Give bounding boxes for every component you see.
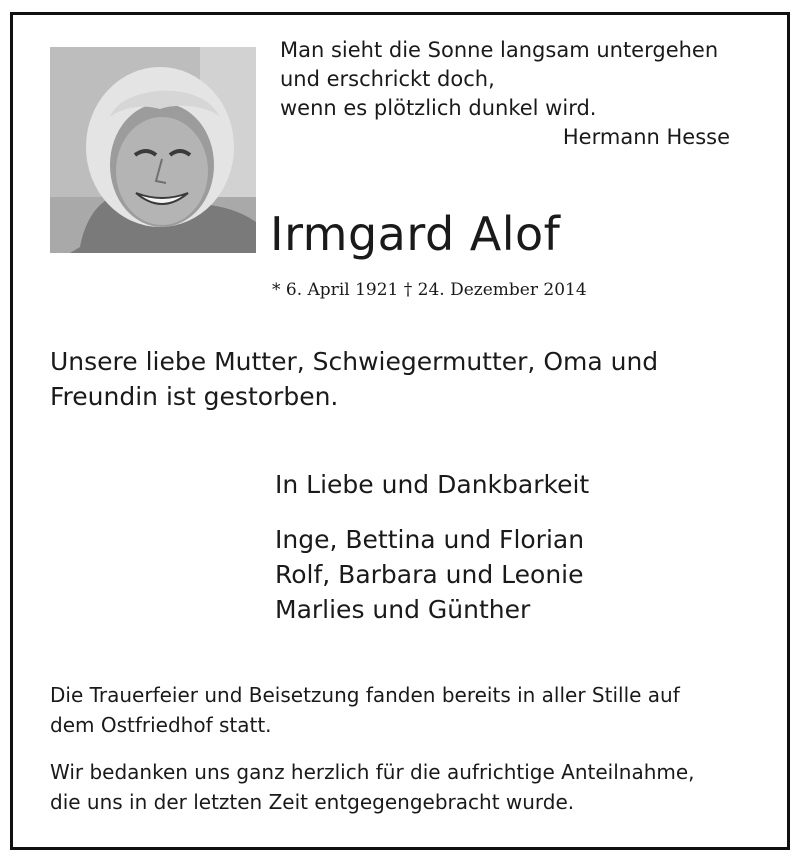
thanks-line: Wir bedanken uns ganz herzlich für die aufrichtige Anteilnahme, — [50, 760, 695, 784]
notice-line: Die Trauerfeier und Beisetzung fanden bereits in aller Stille auf — [50, 683, 680, 707]
family-line: Inge, Bettina und Florian — [275, 525, 585, 554]
funeral-notice — [50, 680, 770, 740]
family-signatures — [275, 522, 584, 627]
family-line: Rolf, Barbara und Leonie — [275, 560, 584, 589]
notice-line: dem Ostfriedhof statt. — [50, 713, 272, 737]
portrait-image — [50, 47, 256, 253]
poem-line: und erschrickt doch, — [280, 67, 495, 91]
poem-author: Hermann Hesse — [562, 125, 730, 149]
closing-phrase: In Liebe und Dankbarkeit — [275, 470, 590, 499]
announcement-line: Unsere liebe Mutter, Schwiegermutter, Oma und — [50, 347, 659, 376]
thanks-note — [50, 757, 770, 817]
portrait-photo — [50, 47, 256, 253]
poem-line: wenn es plötzlich dunkel wird. — [280, 96, 597, 120]
family-line: Marlies und Günther — [275, 595, 531, 624]
thanks-line: die uns in der letzten Zeit entgegengebracht wurde. — [50, 790, 575, 814]
poem-quote — [280, 36, 740, 152]
announcement-line: Freundin ist gestorben. — [50, 382, 339, 411]
deceased-name: Irmgard Alof — [270, 207, 561, 261]
poem-line: Man sieht die Sonne langsam untergehen — [280, 38, 719, 62]
death-announcement — [50, 344, 770, 414]
life-dates: * 6. April 1921 † 24. Dezember 2014 — [272, 280, 587, 300]
